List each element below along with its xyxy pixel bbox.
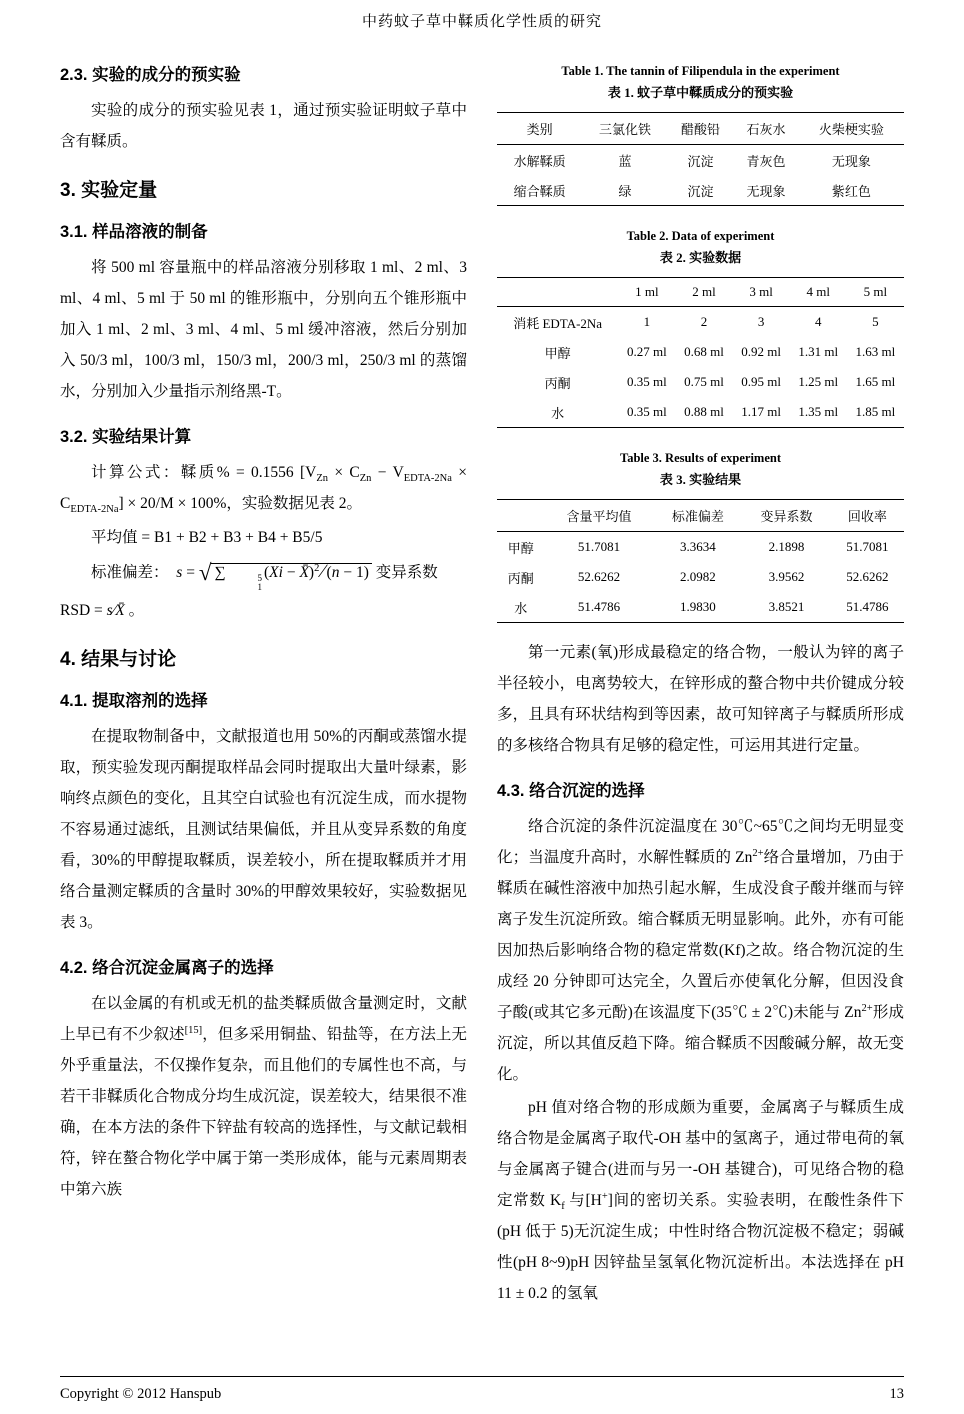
table-row	[497, 337, 904, 367]
table-cell: 3	[757, 314, 765, 329]
stddev-formula: 标准偏差： s = √ ∑ 5 1 (Xi − X̄)$^2$ ∕ (n − 1) 变异系数	[91, 560, 438, 592]
table-cell: 0.88 ml	[684, 404, 724, 419]
table-cell: 水	[514, 600, 528, 616]
table-header-cell	[497, 500, 544, 532]
paragraph-3-1: 将 500 ml 容量瓶中的样品溶液分别移取 1 ml、2 ml、3 ml、4 ml、5 ml 于 50 ml 的锥形瓶中，分别向五个锥形瓶中加入 1 ml、2 ml、3 ml、4 ml、5 ml 缓冲溶液，然后分别加入 50/3 ml，100/3 ml，150/3 ml，200/3 ml，250/3 ml 的蒸馏水，分别加入少量指示剂络黑-T。	[60, 259, 467, 400]
page-title: 中药蚊子草中鞣质化学性质的研究	[361, 14, 602, 30]
heading-3: 3. 实验定量	[60, 180, 158, 201]
table-header-row	[497, 500, 904, 532]
table-cell: 水解鞣质	[513, 153, 566, 169]
table-cell: 1	[643, 314, 651, 329]
heading-4-2: 4.2. 络合沉淀金属离子的选择	[60, 959, 274, 977]
table-header-cell: 1 ml	[618, 278, 675, 307]
heading-4: 4. 结果与讨论	[60, 649, 177, 670]
table-cell: 沉淀	[687, 153, 714, 169]
table2-caption-en: Table 2. Data of experiment	[626, 229, 775, 243]
table-cell: 52.6262	[577, 569, 621, 584]
table-cell: 甲醇	[544, 345, 571, 361]
table-cell: 1.65 ml	[855, 374, 896, 389]
heading-4-3: 4.3. 络合沉淀的选择	[497, 782, 645, 800]
table-row	[497, 307, 904, 338]
table-cell: 蓝	[618, 153, 632, 169]
table-cell: 51.7081	[577, 539, 621, 554]
paragraph-4-1: 在提取物制备中，文献报道也用 50%的丙酮或蒸馏水提取，预实验发现丙酮提取样品会同时提取出大量叶绿素，影响终点颜色的变化，且其空白试验也有沉淀生成，而水提物不容易通过滤纸，且测试结果偏低，并且从变异系数的角度看，30%的甲醇提取鞣质，误差较小，所在提取鞣质并才用络合量测定鞣质的含量时 30%的甲醇效果较好，实验数据见表 3。	[60, 728, 467, 931]
right-column	[497, 61, 904, 1311]
table-cell: 0.27 ml	[627, 344, 667, 359]
content-columns	[60, 61, 904, 1311]
table-header-row	[497, 278, 904, 307]
table-cell: 4	[815, 314, 822, 329]
table-cell: 绿	[618, 183, 632, 199]
paragraph-4-3b: pH 值对络合物的形成颇为重要，金属离子与鞣质生成络合物是金属离子取代-OH 基中的氢离子，通过带电荷的氧与金属离子键合(进而与另一-OH 基键合)，可见络合物的稳定常数 $K_f$ 与[H+]间的密切关系。实验表明，在酸性条件下(pH 低于 5)无沉淀生成；中性时络合物沉淀极不稳定；弱碱性(pH 8~9)pH 因锌盐呈氢氧化物沉淀析出。本法选择在 pH 11 ± 0.2 的氢氧	[497, 1099, 904, 1302]
page-number: 13	[889, 1386, 904, 1402]
table-header-cell: 变异系数	[742, 500, 831, 532]
table-cell: 丙酮	[507, 570, 534, 586]
table3	[497, 499, 904, 623]
page-footer	[60, 1376, 904, 1403]
table-cell: 51.4786	[846, 599, 889, 614]
table1-caption-zh: 表 1. 蚊子草中鞣质成分的预实验	[607, 85, 794, 100]
table-cell: 2.1898	[768, 539, 805, 554]
paragraph-4-3a: 络合沉淀的条件沉淀温度在 30℃~65℃之间均无明显变化；当温度升高时，水解性鞣质的 $Zn^{2+}$络合量增加，乃由于鞣质在碱性溶液中加热引起水解，生成没食子酸并继而与锌离子发生沉淀所致。缩合鞣质无明显影响。此外，亦有可能因加热后影响络合物的稳定常数(Kf)之故。络合物沉淀的生成经 20 分钟即可达完全，久置后亦使氧化分解，但因没食子酸(或其它多元酚)在该温度下(35℃ ± 2℃)未能与 $Zn^{2+}$形成沉淀，所以其值反趋下降。缩合鞣质不因酸碱分解，故无变化。	[497, 818, 904, 1083]
table-cell: 1.25 ml	[798, 374, 839, 389]
table-cell: 0.35 ml	[627, 374, 667, 389]
table-row	[497, 397, 904, 428]
table-cell: 紫红色	[831, 183, 871, 199]
table3-caption-en: Table 3. Results of experiment	[620, 451, 781, 465]
table-header-cell: 三氯化铁	[582, 113, 667, 145]
table-header-cell: 火柴梗实验	[799, 113, 904, 145]
table-header-cell: 4 ml	[790, 278, 847, 307]
heading-3-2: 3.2. 实验结果计算	[60, 428, 192, 446]
table-cell: 2.0982	[680, 569, 716, 584]
table-header-cell: 石灰水	[733, 113, 799, 145]
table-cell: 无现象	[746, 183, 786, 199]
table-cell: 消耗 EDTA-2Na	[513, 315, 603, 331]
table-cell: 无现象	[831, 153, 871, 169]
table-header-cell: 含量平均值	[544, 500, 653, 532]
table-header-cell	[497, 278, 618, 307]
table-cell: 1.35 ml	[798, 404, 839, 419]
table-row	[497, 562, 904, 592]
table-cell: 缩合鞣质	[513, 183, 566, 199]
copyright-text: Copyright © 2012 Hanspub	[60, 1386, 222, 1402]
table-cell: 52.6262	[846, 569, 889, 584]
table2	[497, 277, 904, 428]
mean-formula: 平均值 = B1 + B2 + B3 + B4 + B5/5	[91, 529, 323, 546]
table1-caption-en: Table 1. The tannin of Filipendula in the experiment	[561, 64, 840, 78]
table-cell: 1.85 ml	[855, 404, 896, 419]
table-cell: 3.3634	[680, 539, 716, 554]
heading-4-1: 4.1. 提取溶剂的选择	[60, 692, 208, 710]
table-row	[497, 175, 904, 206]
table3-caption-zh: 表 3. 实验结果	[659, 472, 742, 487]
table-cell: 3.9562	[768, 569, 805, 584]
table-cell: 5	[872, 314, 879, 329]
table-header-cell: 回收率	[831, 500, 904, 532]
table-cell: 0.75 ml	[684, 374, 724, 389]
heading-2-3: 2.3. 实验的成分的预实验	[60, 66, 241, 84]
table-header-cell: 3 ml	[733, 278, 790, 307]
left-column	[60, 61, 467, 1311]
table-cell: 0.68 ml	[684, 344, 724, 359]
table-cell: 0.35 ml	[627, 404, 667, 419]
paragraph-discussion: 第一元素(氧)形成最稳定的络合物，一般认为锌的离子半径较小，电离势较大，在锌形成的螯合物中共价键成分较多，且具有环状结构到等因素，故可知锌离子与鞣质所形成的多核络合物具有足够的稳定性，可运用其进行定量。	[497, 644, 904, 754]
paragraph-2-3: 实验的成分的预实验见表 1，通过预实验证明蚊子草中含有鞣质。	[60, 102, 467, 150]
table-cell: 0.95 ml	[741, 374, 781, 389]
table-row	[497, 367, 904, 397]
table-header-row	[497, 113, 904, 145]
paragraph-4-2: 在以金属的有机或无机的盐类鞣质做含量测定时，文献上早已有不少叙述[15]，但多采用铜盐、铅盐等，在方法上无外乎重量法，不仅操作复杂，而且他们的专属性也不高，与若干非鞣质化合物成分均生成沉淀，误差较大，结果很不准确，在本方法的条件下锌盐有较高的选择性，与文献记载相符，锌在螯合物化学中属于第一类形成体，能与元素周期表中第六族	[60, 995, 467, 1198]
table-header-cell: 标准偏差	[654, 500, 743, 532]
heading-3-1: 3.1. 样品溶液的制备	[60, 223, 208, 241]
table-cell: 3.8521	[768, 599, 805, 614]
table-cell: 甲醇	[507, 540, 534, 556]
table-cell: 水	[551, 405, 565, 421]
table-cell: 51.4786	[577, 599, 621, 614]
table-header-cell: 类别	[497, 113, 582, 145]
paragraph-3-2: 计算公式：鞣质% = 0.1556 $[V_{Zn} \times C_{Zn} - V_{EDTA-2Na} \times C_{EDTA-2Na}] \times 20/M \times 100\%$，实验数据见表 2。	[60, 464, 467, 516]
table2-caption-zh: 表 2. 实验数据	[659, 250, 742, 265]
table-cell: 2	[700, 314, 708, 329]
table-cell: 0.92 ml	[741, 344, 781, 359]
table-row	[497, 532, 904, 563]
table-header-cell: 2 ml	[675, 278, 732, 307]
table-cell: 1.9830	[680, 599, 716, 614]
table-header-cell: 5 ml	[847, 278, 904, 307]
table1	[497, 112, 904, 206]
table-header-cell: 醋酸铅	[668, 113, 734, 145]
table-cell: 1.17 ml	[741, 404, 781, 419]
table-row	[497, 145, 904, 176]
table-cell: 沉淀	[687, 183, 714, 199]
table-cell: 丙酮	[544, 375, 571, 391]
table-cell: 青灰色	[746, 153, 786, 169]
table-cell: 1.31 ml	[798, 344, 839, 359]
table-cell: 51.7081	[846, 539, 889, 554]
table-row	[497, 592, 904, 623]
rsd-formula: RSD = s∕X̄ 。	[60, 602, 145, 619]
table-cell: 1.63 ml	[855, 344, 896, 359]
